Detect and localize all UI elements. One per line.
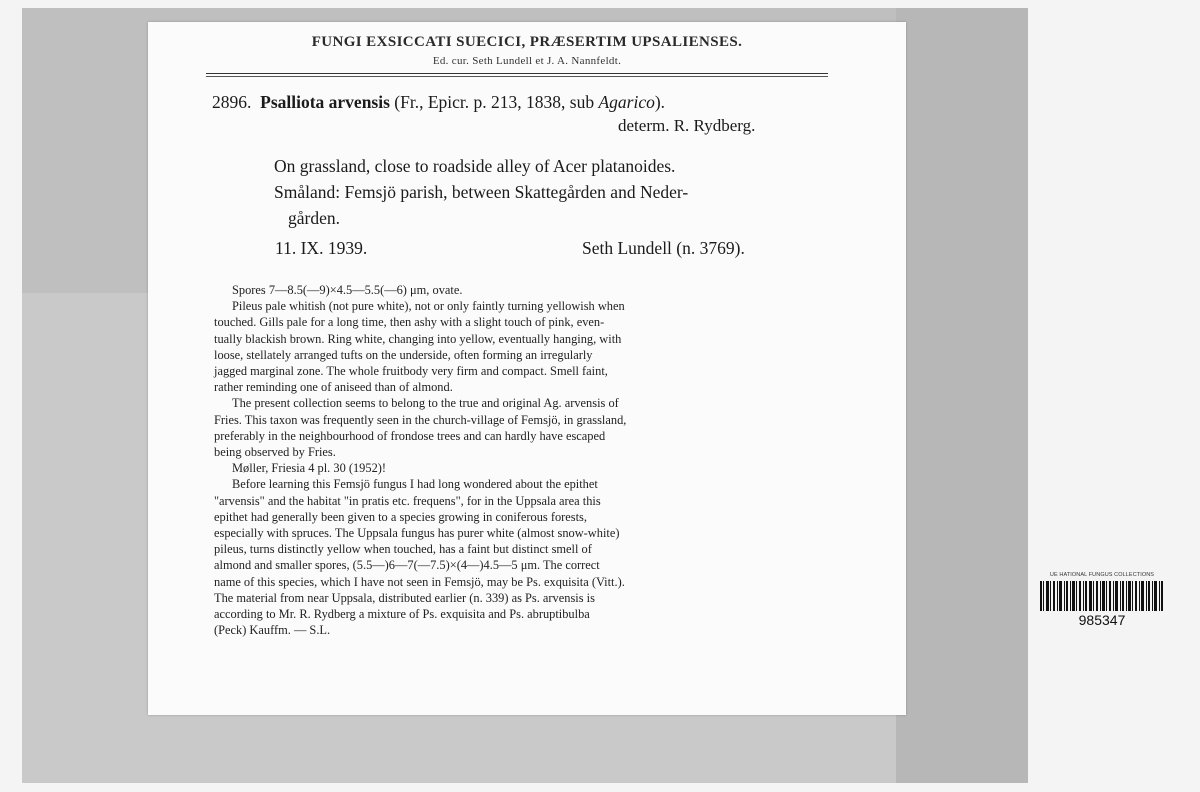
divider-rule — [206, 73, 828, 74]
notes-line: (Peck) Kauffm. — S.L. — [214, 623, 331, 638]
notes-line: almond and smaller spores, (5.5—)6—7(—7.5)×(4—)4.5—5 μm. The correct — [214, 558, 600, 573]
notes-line: jagged marginal zone. The whole fruitbody very firm and compact. Smell faint, — [214, 364, 608, 379]
notes-line: especially with spruces. The Uppsala fungus has purer white (almost snow-white) — [214, 526, 620, 541]
notes-line: loose, stellately arranged tufts on the underside, often forming an irregularly — [214, 347, 593, 362]
notes-line: rather reminding one of aniseed than of almond. — [214, 380, 453, 395]
barcode-header: UE HATIONAL FUNGUS COLLECTIONS — [1049, 572, 1155, 578]
habitat-block — [274, 153, 834, 231]
notes-line: pileus, turns distinctly yellow when touched, has a faint but distinct smell of — [214, 542, 592, 557]
notes-line: Møller, Friesia 4 pl. 30 (1952)! — [232, 461, 387, 476]
collection-date: 11. IX. 1939. — [275, 238, 368, 258]
notes-line: epithet had generally been given to a species growing in coniferous forests, — [214, 509, 587, 524]
notes-line: according to Mr. R. Rydberg a mixture of Ps. exquisita and Ps. abruptibulba — [214, 607, 590, 622]
habitat-line: gården. — [288, 208, 340, 228]
notes-line: Spores 7—8.5(—9)×4.5—5.5(—6) μm, ovate. — [232, 283, 463, 297]
authority-post: ). — [654, 92, 666, 112]
folder-edge — [896, 8, 1028, 783]
authority-genus: Agarico — [598, 92, 655, 112]
taxon-line — [212, 92, 832, 113]
taxon-name: Psalliota arvensis — [260, 92, 390, 112]
series-editors: Ed. cur. Seth Lundell et J. A. Nannfeldt. — [432, 55, 622, 67]
collector: Seth Lundell (n. 3769). — [582, 238, 745, 258]
barcode-bars-graphic — [1040, 581, 1164, 611]
notes-line: preferably in the neighbourhood of frondose trees and can hardly have escaped — [214, 428, 606, 443]
notes-line: name of this species, which I have not seen in Femsjö, may be Ps. exquisita (Vitt.). — [214, 574, 625, 589]
authority-pre: (Fr., Epicr. p. 213, 1838, sub — [394, 92, 599, 112]
notes-line: Pileus pale whitish (not pure white), not or only faintly turning yellowish when — [232, 299, 625, 314]
notes-line: tually blackish brown. Ring white, changing into yellow, eventually hanging, with — [214, 331, 622, 346]
notes-line: Fries. This taxon was frequently seen in the church-village of Femsjö, in grassland, — [214, 412, 627, 427]
notes-line: being observed by Fries. — [214, 445, 336, 460]
notes-line: The material from near Uppsala, distributed earlier (n. 339) as Ps. arvensis is — [214, 590, 595, 605]
habitat-line: Småland: Femsjö parish, between Skattegården and Neder- — [274, 182, 689, 202]
notes-line: The present collection seems to belong to the true and original Ag. arvensis of — [232, 396, 619, 411]
notes-line: "arvensis" and the habitat "in pratis etc. frequens", for in the Uppsala area this — [214, 493, 601, 508]
determiner: determ. R. Rydberg. — [618, 116, 756, 135]
notes-block — [214, 282, 844, 638]
notes-line: touched. Gills pale for a long time, then ashy with a slight touch of pink, even- — [214, 315, 605, 330]
notes-line: Before learning this Femsjö fungus I had long wondered about the epithet — [232, 477, 598, 492]
specimen-barcode — [1036, 572, 1168, 632]
habitat-line: On grassland, close to roadside alley of Acer platanoides. — [274, 156, 676, 176]
exsiccata-label — [148, 22, 906, 715]
barcode-number: 985347 — [1078, 612, 1126, 628]
exsiccata-number: 2896. — [212, 92, 252, 112]
divider-rule-secondary — [206, 76, 828, 77]
series-title: FUNGI EXSICCATI SUECICI, PRÆSERTIM UPSALIENSES. — [311, 34, 743, 50]
